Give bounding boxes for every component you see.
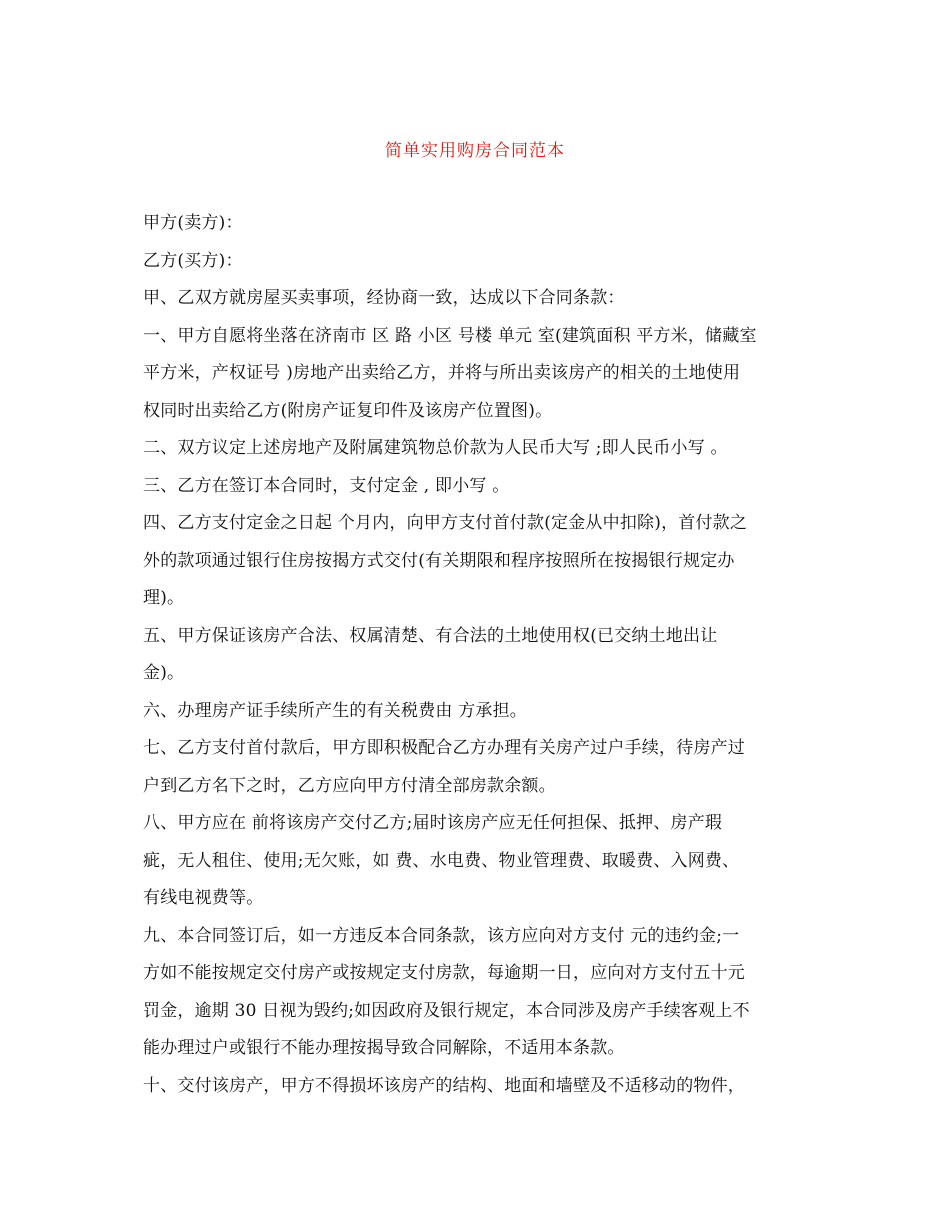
text-line: 户到乙方名下之时，乙方应向甲方付清全部房款余额。 <box>143 775 556 796</box>
text-line: 外的款项通过银行住房按揭方式交付(有关期限和程序按照所在按揭银行规定办 <box>143 550 735 571</box>
text-line: 九、本合同签订后，如一方违反本合同条款，该方应向对方支付 元的违约金;一 <box>143 925 740 946</box>
clause-8 <box>143 805 815 918</box>
text-line: 一、甲方自愿将坐落在济南市 区 路 小区 号楼 单元 室(建筑面积 平方米，储藏室 <box>143 325 757 346</box>
text-line: 七、乙方支付首付款后，甲方即积极配合乙方办理有关房产过户手续，待房产过 <box>143 738 745 758</box>
clause-9 <box>143 918 815 1068</box>
text-line: 罚金，逾期 30 日视为毁约;如因政府及银行规定，本合同涉及房产手续客观上不 <box>143 1000 750 1021</box>
text-line: 八、甲方应在 前将该房产交付乙方;届时该房产应无任何担保、抵押、房产瑕 <box>143 813 723 833</box>
clause-party-b <box>143 243 815 281</box>
text-line: 甲方(卖方)： <box>143 213 243 233</box>
clause-10 <box>143 1068 815 1106</box>
text-line: 理)。 <box>143 588 185 608</box>
text-line: 四、乙方支付定金之日起 个月内，向甲方支付首付款(定金从中扣除)，首付款之 <box>143 513 748 533</box>
text-line: 乙方(买方)： <box>143 250 243 271</box>
text-line: 甲、乙双方就房屋买卖事项，经协商一致，达成以下合同条款： <box>143 288 625 308</box>
clause-1 <box>143 318 815 431</box>
text-line: 五、甲方保证该房产合法、权属清楚、有合法的土地使用权(已交纳土地出让 <box>143 625 718 646</box>
clause-7 <box>143 730 815 805</box>
text-line: 金)。 <box>143 663 185 683</box>
clause-4 <box>143 505 815 618</box>
clause-2 <box>143 430 815 468</box>
clause-preamble <box>143 280 815 318</box>
text-line: 二、双方议定上述房地产及附属建筑物总价款为人民币大写 ;即人民币小写 。 <box>143 438 728 458</box>
clause-6 <box>143 693 815 731</box>
text-line: 权同时出卖给乙方(附房产证复印件及该房产位置图)。 <box>143 400 553 421</box>
clause-3 <box>143 468 815 506</box>
text-line: 三、乙方在签订本合同时，支付定金 , 即小写 。 <box>143 475 510 496</box>
text-line: 疵，无人租住、使用;无欠账，如 费、水电费、物业管理费、取暖费、入网费、 <box>143 850 740 871</box>
text-line: 有线电视费等。 <box>143 888 264 908</box>
text-line: 方如不能按规定交付房产或按规定支付房款，每逾期一日，应向对方支付五十元 <box>143 963 745 983</box>
text-line: 平方米，产权证号 )房地产出卖给乙方，并将与所出卖该房产的相关的土地使用 <box>143 363 741 383</box>
document-title: 简单实用购房合同范本 <box>385 141 565 161</box>
document-body <box>143 205 815 1105</box>
clause-5 <box>143 618 815 693</box>
clause-party-a <box>143 205 815 243</box>
text-line: 十、交付该房产，甲方不得损坏该房产的结构、地面和墙壁及不适移动的物件， <box>143 1075 745 1096</box>
text-line: 六、办理房产证手续所产生的有关税费由 方承担。 <box>143 700 528 721</box>
text-line: 能办理过户或银行不能办理按揭导致合同解除，不适用本条款。 <box>143 1038 625 1058</box>
